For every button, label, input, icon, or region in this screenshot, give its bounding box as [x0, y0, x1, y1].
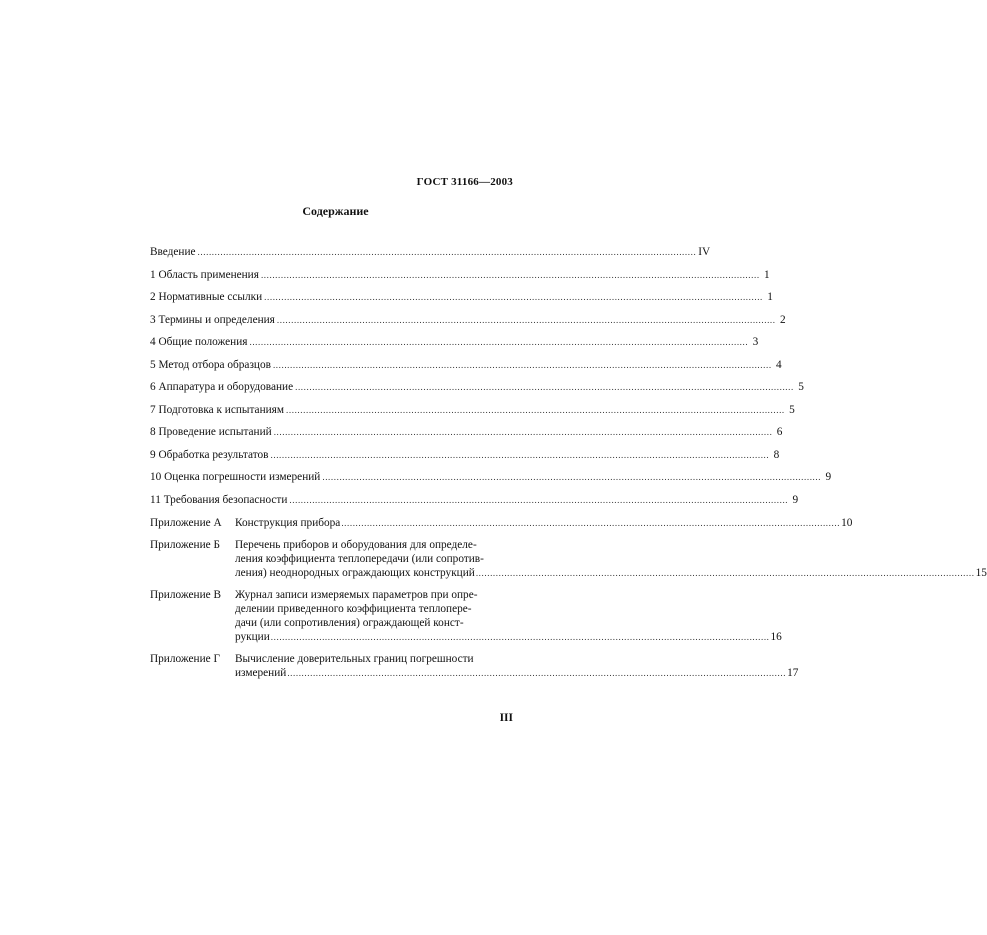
dot-leader — [198, 244, 697, 260]
appendix-label: Приложение А — [150, 517, 222, 529]
appendix-entry[interactable] — [150, 538, 987, 580]
dot-leader — [271, 630, 770, 644]
toc-entry[interactable] — [150, 492, 799, 515]
toc-entry-label: 5 Метод отбора образцов — [150, 358, 271, 371]
toc-entry-page: IV — [698, 246, 711, 258]
appendix-label: Приложение Г — [150, 653, 220, 665]
appendix-page: 16 — [770, 631, 782, 643]
dot-leader — [341, 516, 840, 530]
table-of-contents — [150, 244, 987, 688]
dot-leader — [289, 492, 788, 508]
appendix-page: 15 — [975, 567, 987, 579]
toc-entry-label: 3 Термины и определения — [150, 313, 275, 326]
toc-entry[interactable] — [150, 357, 782, 380]
appendix-title — [235, 588, 782, 644]
toc-entry-label: 11 Требования безопасности — [150, 493, 288, 506]
toc-entry-page: 8 — [773, 448, 780, 461]
toc-entry-page: 4 — [776, 358, 782, 371]
toc-entry[interactable] — [150, 424, 783, 447]
dot-leader — [476, 566, 975, 580]
toc-entry-page: 2 — [779, 313, 786, 326]
page-title: Содержание — [302, 204, 369, 218]
dot-leader — [277, 312, 776, 328]
appendix-label: Приложение Б — [150, 539, 220, 551]
appendix-entry[interactable] — [150, 516, 853, 530]
toc-entry[interactable] — [150, 469, 832, 492]
toc-entry[interactable] — [150, 312, 786, 335]
appendix-title — [235, 538, 987, 580]
toc-entry-page: 5 — [789, 403, 795, 416]
standard-header: ГОСТ 31166—2003 — [416, 176, 513, 188]
page-number: III — [499, 712, 513, 724]
toc-entry[interactable] — [150, 267, 770, 290]
toc-entry-page: 1 — [764, 268, 770, 281]
toc-entry[interactable] — [150, 447, 780, 470]
toc-entry-label: 7 Подготовка к испытаниям — [150, 403, 285, 416]
dot-leader — [271, 447, 770, 463]
toc-entry[interactable] — [150, 334, 759, 357]
toc-entry-page: 3 — [752, 336, 759, 348]
toc-entry[interactable] — [150, 402, 795, 425]
appendix-title-last-line: ления) неоднородных ограждающих конструкций — [235, 567, 475, 579]
appendix-title — [235, 516, 852, 530]
appendix-page: 17 — [787, 667, 799, 679]
dot-leader — [286, 402, 785, 418]
appendix-title-line: Перечень приборов и оборудования для определе- — [235, 539, 477, 551]
toc-entry-page: 5 — [798, 381, 804, 393]
dot-leader — [261, 267, 760, 283]
toc-entry-page: 6 — [776, 426, 783, 438]
toc-entry[interactable] — [150, 244, 711, 267]
dot-leader — [249, 334, 748, 350]
appendix-label: Приложение В — [150, 589, 221, 601]
dot-leader — [287, 666, 786, 680]
dot-leader — [295, 379, 794, 395]
toc-entry-label: 4 Общие положения — [150, 336, 248, 348]
dot-leader — [264, 289, 763, 305]
toc-entry-label: 9 Обработка результатов — [150, 448, 269, 461]
toc-entry-label: 1 Область применения — [150, 268, 259, 281]
appendix-page: 10 — [841, 517, 853, 529]
toc-entry-page: 9 — [792, 493, 799, 506]
toc-entry[interactable] — [150, 289, 773, 312]
toc-entry[interactable] — [150, 379, 804, 402]
appendix-entry[interactable] — [150, 588, 782, 644]
dot-leader — [322, 469, 821, 485]
toc-entry-label: 6 Аппаратура и оборудование — [150, 381, 294, 393]
dot-leader — [273, 357, 772, 373]
toc-entry-label: 2 Нормативные ссылки — [150, 291, 263, 303]
toc-entry-label: 8 Проведение испытаний — [150, 426, 272, 438]
dot-leader — [274, 424, 773, 440]
toc-entry-label: Введение — [150, 246, 196, 258]
appendix-title-last-line: Конструкция прибора — [235, 517, 341, 529]
toc-entry-page: 1 — [767, 291, 773, 303]
appendix-title-line: Журнал записи измеряемых параметров при опре- — [235, 589, 478, 601]
appendix-title-last-line: рукции — [235, 631, 270, 643]
appendix-title-last-line: измерений — [235, 667, 287, 679]
appendix-title-line: ления коэффициента теплопередачи (или сопротив- — [235, 553, 484, 565]
toc-entry-page: 9 — [825, 471, 832, 483]
appendix-title-line: дачи (или сопротивления) ограждающей конст- — [235, 617, 464, 629]
appendix-title — [235, 652, 798, 680]
toc-entry-label: 10 Оценка погрешности измерений — [150, 471, 321, 483]
appendix-title-line: делении приведенного коэффициента теплопере- — [235, 603, 472, 615]
appendix-entry[interactable] — [150, 652, 799, 680]
appendix-title-line: Вычисление доверительных границ погрешности — [235, 653, 474, 665]
